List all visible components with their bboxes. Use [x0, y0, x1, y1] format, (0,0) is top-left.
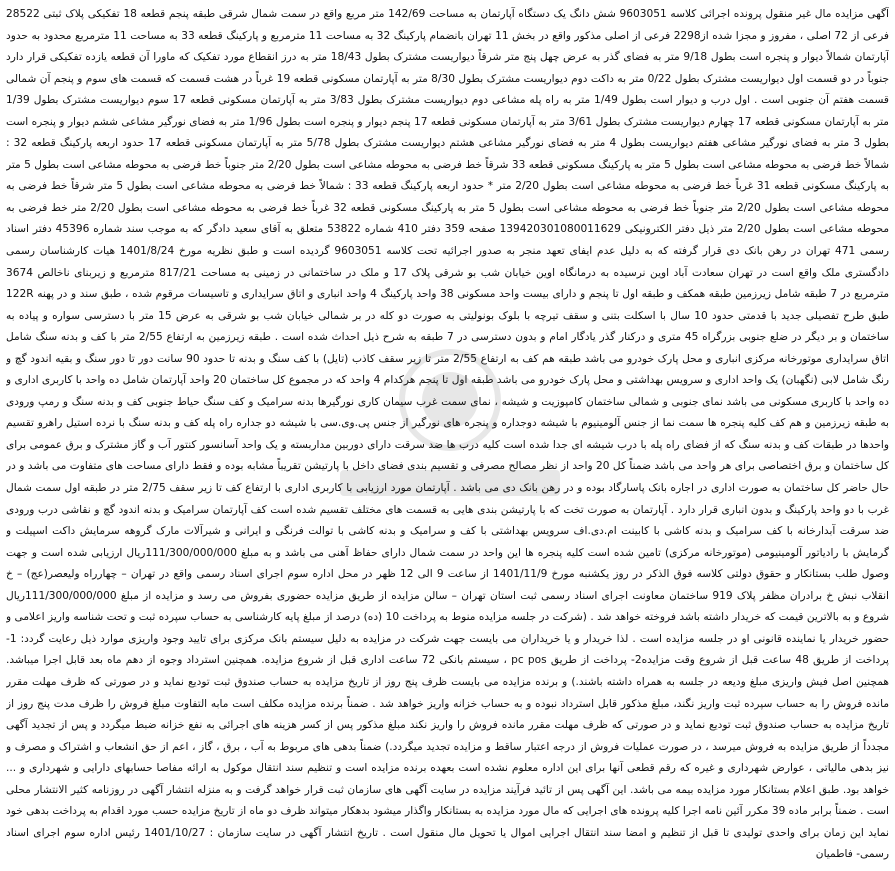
notice-text: آگهی مزایده مال غیر منقول پرونده اجرائی کلاسه 9603051 شش دانگ یک دستگاه آپارتمان به مساحت 142/69 متر مربع واقع در سمت شمال شرقی طبقه پنجم قطعه 18 تفکیکی پلاک ثبتی 28522 فرعی از 72 اصلی ، مفروز و مجزا شده از2298 فرعی از اصلی مذکور واقع در بخش 11 تهران بانضمام پارکینگ 32 به مساحت 11 مترمربع و پارکینگ قطعه 33 به مساحت 11 مترمربع محدود به حدود آپارتمان شمالاً دیوار و پنجره است بطول 9/18 متر به فضای گذر به عرض چهل پنج متر شرقاً دیواریست مشترک بطول 18/43 متر به درز انقطاع مورد تفکیک که ماورا آن قطعه یازده تفکیکی قرار دارد جنوباً در دو قسمت اول دیواریست مشترک بطول 0/22 متر به داکت دوم دیواریست مشترک بطول 8/30 متر به آپارتمان مسکونی قطعه 19 غرباً در هشت قسمت که قسمت های سوم و پنجم آن شمالی قسمت هفتم آن جنوبی است . اول درب و دیوار است بطول 1/49 متر به راه پله مشاعی دوم دیواریست مشترک بطول 3/83 متر به آپارتمان مسکونی قطعه 17 سوم دیواریست مشترک بطول 1/39 متر به آپارتمان مسکونی قطعه 17 چهارم دیواریست مشترک بطول 3/61 متر به آپارتمان مسکونی قطعه 17 پنجم دیوار و پنجره است بطول 1/96 متر به فضای نورگیر مشاعی ششم دیوار و پنجره است بطول 3 متر به فضای نورگیر مشاعی هفتم دیواریست بطول 4 متر به فضای نورگیر مشاعی هشتم دیواریست مشترک بطول 5/78 متر به آپارتمان مسکونی قطعه 17 حدود اربعه پارکینگ قطعه 32 : شمالاً خط فرضی به محوطه مشاعی است بطول 5 متر به پارکینگ مسکونی قطعه 33 شرقاً خط فرضی به محوطه مشاعی است بطول 2/20 متر جنوباً خط فرضی به محوطه مشاعی است بطول 5 متر به پارکینگ مسکونی قطعه 31 غرباً خط فرضی به محوطه مشاعی است بطول 2/20 متر * حدود اربعه پارکینگ قطعه 33 : شمالاً خط فرضی به محوطه مشاعی است بطول 5 متر شرقاً خط فرضی به محوطه مشاعی است بطول 2/20 متر جنوباً خط فرضی به محوطه مشاعی است بطول 5 متر به پارکینگ مسکونی قطعه 32 غرباً خط فرضی به محوطه مشاعی است بطول 2/20 متر خط فرضی به محوطه مشاعی است بطول 2/20 متر ذیل دفتر الکترونیکی 139420301080011629 صفحه 359 دفتر 410 شماره 53822 متعلق به آقای سعید دادگر که به موجب سند شماره 45396 دفتر اسناد رسمی 471 تهران در رهن بانک دی قرار گرفته که به دلیل عدم ایفای تعهد منجر به صدور اجرائیه تحت کلاسه 9603051 گردیده است و طبق نظریه مورخ 1401/8/24 هیات کارشناسان رسمی دادگستری ملک واقع است در تهران سعادت آباد اوین نرسیده به درمانگاه اوین خیابان شب بو شرقی پلاک 17 و ملک در ساختمانی در زمینی به مساحت 817/21 مترمربع و زیربنای ناخالص 3674 مترمربع در 7 طبقه شامل زیرزمین طبقه همکف و طبقه اول تا پنجم و دارای بیست واحد مسکونی 38 واحد پارکینگ 4 واحد انباری و اتاق سرایداری و تاسیسات مرقوم شده ، طبق سند و در پهنه 122R طبق طرح تفصیلی جدید با قدمتی حدود 10 سال با اسکلت بتنی و سقف تیرچه با بلوک بونولیتی به صورت دو کله در بر شمالی خیابان شب بو شرقی به عرض 15 متر با دسترسی سواره و پیاده به ساختمان و بر دیگر در ضلع جنوبی بزرگراه 45 متری و درکنار گذر یادگار امام و بدون دسترسی در 7 طبقه به شرح ذیل احداث شده است . طبقه زیرزمین به ارتفاع 2/55 متر با کف و بدنه سنگ شامل اتاق سرایداری موتورخانه مرکزی انباری و محل پارک خودرو می باشد طبقه هم کف به ارتفاع 2/55 متر تا زیر سقف کاذب (تایل) با کف سنگ و بدنه تا حدود 90 سانت دور تا دور سنگ و بقیه اندود گچ و رنگ شامل لابی (نگهبان) یک واحد اداری و سرویس بهداشتی و محل پارک خودرو می باشد طبقه اول تا پنجم هرکدام 4 واحد که در مجموع کل ساختمان 20 واحد آپارتمان شامل ده واحد با کاربری اداری و ده واحد با کاربری مسکونی می باشد نمای جنوبی و شمالی ساختمان کامپوزیت و شیشه ، نمای سمت غرب سیمان کاری نورگیرها بدنه سرامیک و کف سنگ حیاط جنوبی کف و بدنه سنگ و رمپ ورودی به طبقه زیرزمین و هم کف کلیه پنجره ها سمت نما از جنس آلومینیوم با شیشه دوجداره و پنجره های نورگیر از جنس پی.وی.سی با شیشه دو جداره راه پله کف و بدنه سنگ با نرده استیل راهرو تقسیم واحدها در طبقات کف و بدنه سنگ که از فضای راه پله با درب شیشه ای جدا شده است کلیه درب ها ضد سرقت دارای دوربین مداربسته و یک واحد آسانسور کنتور آب و گاز مشترک و برق عمومی برای کل ساختمان و برق اختصاصی برای هر واحد می باشد ضمناً کل 20 واحد از نظر مصالح مصرفی و تقسیم بندی فضای داخل با پارتیشن تقریباً مشابه بوده و فقط دارای مساحت های متفاوت می باشد و در حال حاضر کل ساختمان به صورت اداری در اجاره بانک پاسارگاد بوده و در رهن بانک دی می باشد . آپارتمان مورد ارزیابی با کاربری اداری با ارتفاع کف تا زیر سقف 2/75 متر در طبقه اول سمت شمال غرب با دو واحد پارکینگ و بدون انباری قرار دارد . آپارتمان به صورت تخت که با پارتیشن بندی هایی به قسمت های مختلف تقسیم شده است کف آپارتمان سرامیک و بدنه اندود گچ و نقاشی درب ورودی ضد سرقت آبدارخانه با کف سرامیک و بدنه کاشی با کابینت ام.دی.اف سرویس بهداشتی با کف و سرامیک و بدنه کاشی با توالت فرنگی و ایرانی و شیرآلات مارک گروهه سرمایش داکت اسپیلت و گرمایش با رادیاتور آلومینیومی (موتورخانه مرکزی) تامین شده است کلیه پنجره ها این واحد در سمت شمال دارای حفاظ آهنی می باشد و به مبلغ 111/300/000/000ریال ارزیابی شده است و جهت وصول طلب بستانکار و حقوق دولتی کلاسه فوق الذکر در روز یکشنبه مورخ 1401/11/9 از ساعت 9 الی 12 ظهر در محل اداره سوم اجرای اسناد رسمی واقع در تهران – چهارراه ولیعصر(عج) – خ انقلاب نبش خ برادران مظفر پلاک 919 ساختمان معاونت اجرای اسناد رسمی ثبت استان تهران – سالن مزایده از طریق مزایده حضوری بفروش می رسد و مزایده از مبلغ 111/300/000/000ریال شروع و به بالاترین قیمت که خریدار داشته باشد فروخته خواهد شد . (شرکت در جلسه مزایده منوط به پرداخت 10 (ده) درصد از مبلغ پایه کارشناسی به حساب سپرده ثبت و تحت شناسه واریز اعلامی و حضور خریدار یا نماینده قانونی او در جلسه مزایده است . لذا خریدار و یا خریداران می بایست جهت شرکت در مزایده به دلیل سیستم بانک مرکزی برای تایید وجود واریزی موارد ذیل رعایت گردد: 1- پرداخت از طریق 48 ساعت قبل از شروع وقت مزایده2- پرداخت از طریق pc pos ، سیستم بانکی 72 ساعت اداری قبل از شروع مزایده. همچنین استرداد وجوه از دهم ماه بعد قابل اجرا میباشد. همچنین اصل فیش واریزی مبلغ ودیعه در جلسه به همراه داشته باشند.) و برنده مزایده می بایست ظرف پنج روز از تاریخ مزایده به حساب صندوق ثبت تودیع نماید و در صورتی که ظرف مهلت مقرر مانده فروش را به حساب سپرده ثبت واریز نگند، مبلغ مذکور قابل استرداد نبوده و به حساب خزانه واریز خواهد شد . ضمناً برنده مزایده مکلف است مابه التفاوت مبلغ فروش را ظرف مدت پنج روز از تاریخ مزایده به حساب صندوق ثبت تودیع نماید و در صورتی که ظرف مهلت مقرر مانده فروش را واریز نکند مبلغ مذکور پس از کسر هزینه های اجرائی به نفع خزانه ضبط میگردد و پس از تجدید آگهی مجدداً از طریق مزایده به فروش میرسد ، در صورت عملیات فروش از درجه اعتبار ساقط و مزایده تجدید میگردد.) ضمناً بدهی های مربوط به آب ، برق ، گاز ، اعم از حق انشعاب و اشتراک و مصرف و نیز بدهی مالیاتی ، عوارض شهرداری و غیره که رقم قطعی آنها برای این اداره معلوم نشده است بعهده برنده مزایده است و تنظیم سند انتقال موکول به ارائه مفاصا حسابهای دارایی و شهرداری و ... خواهد بود. طبق اعلام بستانکار مورد مزایده بیمه می باشد. این آگهی پس از تائید فرآیند مزایده در سایت آگهی های سازمان ثبت قرار خواهد گرفت و به منزله انتشار آگهی در روزنامه کثیر الانتشار محلی است . ضمناً برابر ماده 39 مکرر آئین نامه اجرا کلیه پرونده های اجرایی که مال مورد مزایده به بستانکار واگذار میشود بدهکار میتواند ظرف دو ماه از تاریخ مزایده حسب مورد اقدام به پرداخت بدهی خود نماید این زمان برای واحدی تولیدی تا قبل از تنظیم و امضا سند انتقال اجرایی اموال یا تحویل مال منقول است . تاریخ انتشار آگهی در سایت سازمان : 1401/10/27 رئیس اداره سوم اجرای اسناد رسمی- فاطمیان	[6, 8, 889, 861]
auction-notice	[6, 4, 889, 866]
